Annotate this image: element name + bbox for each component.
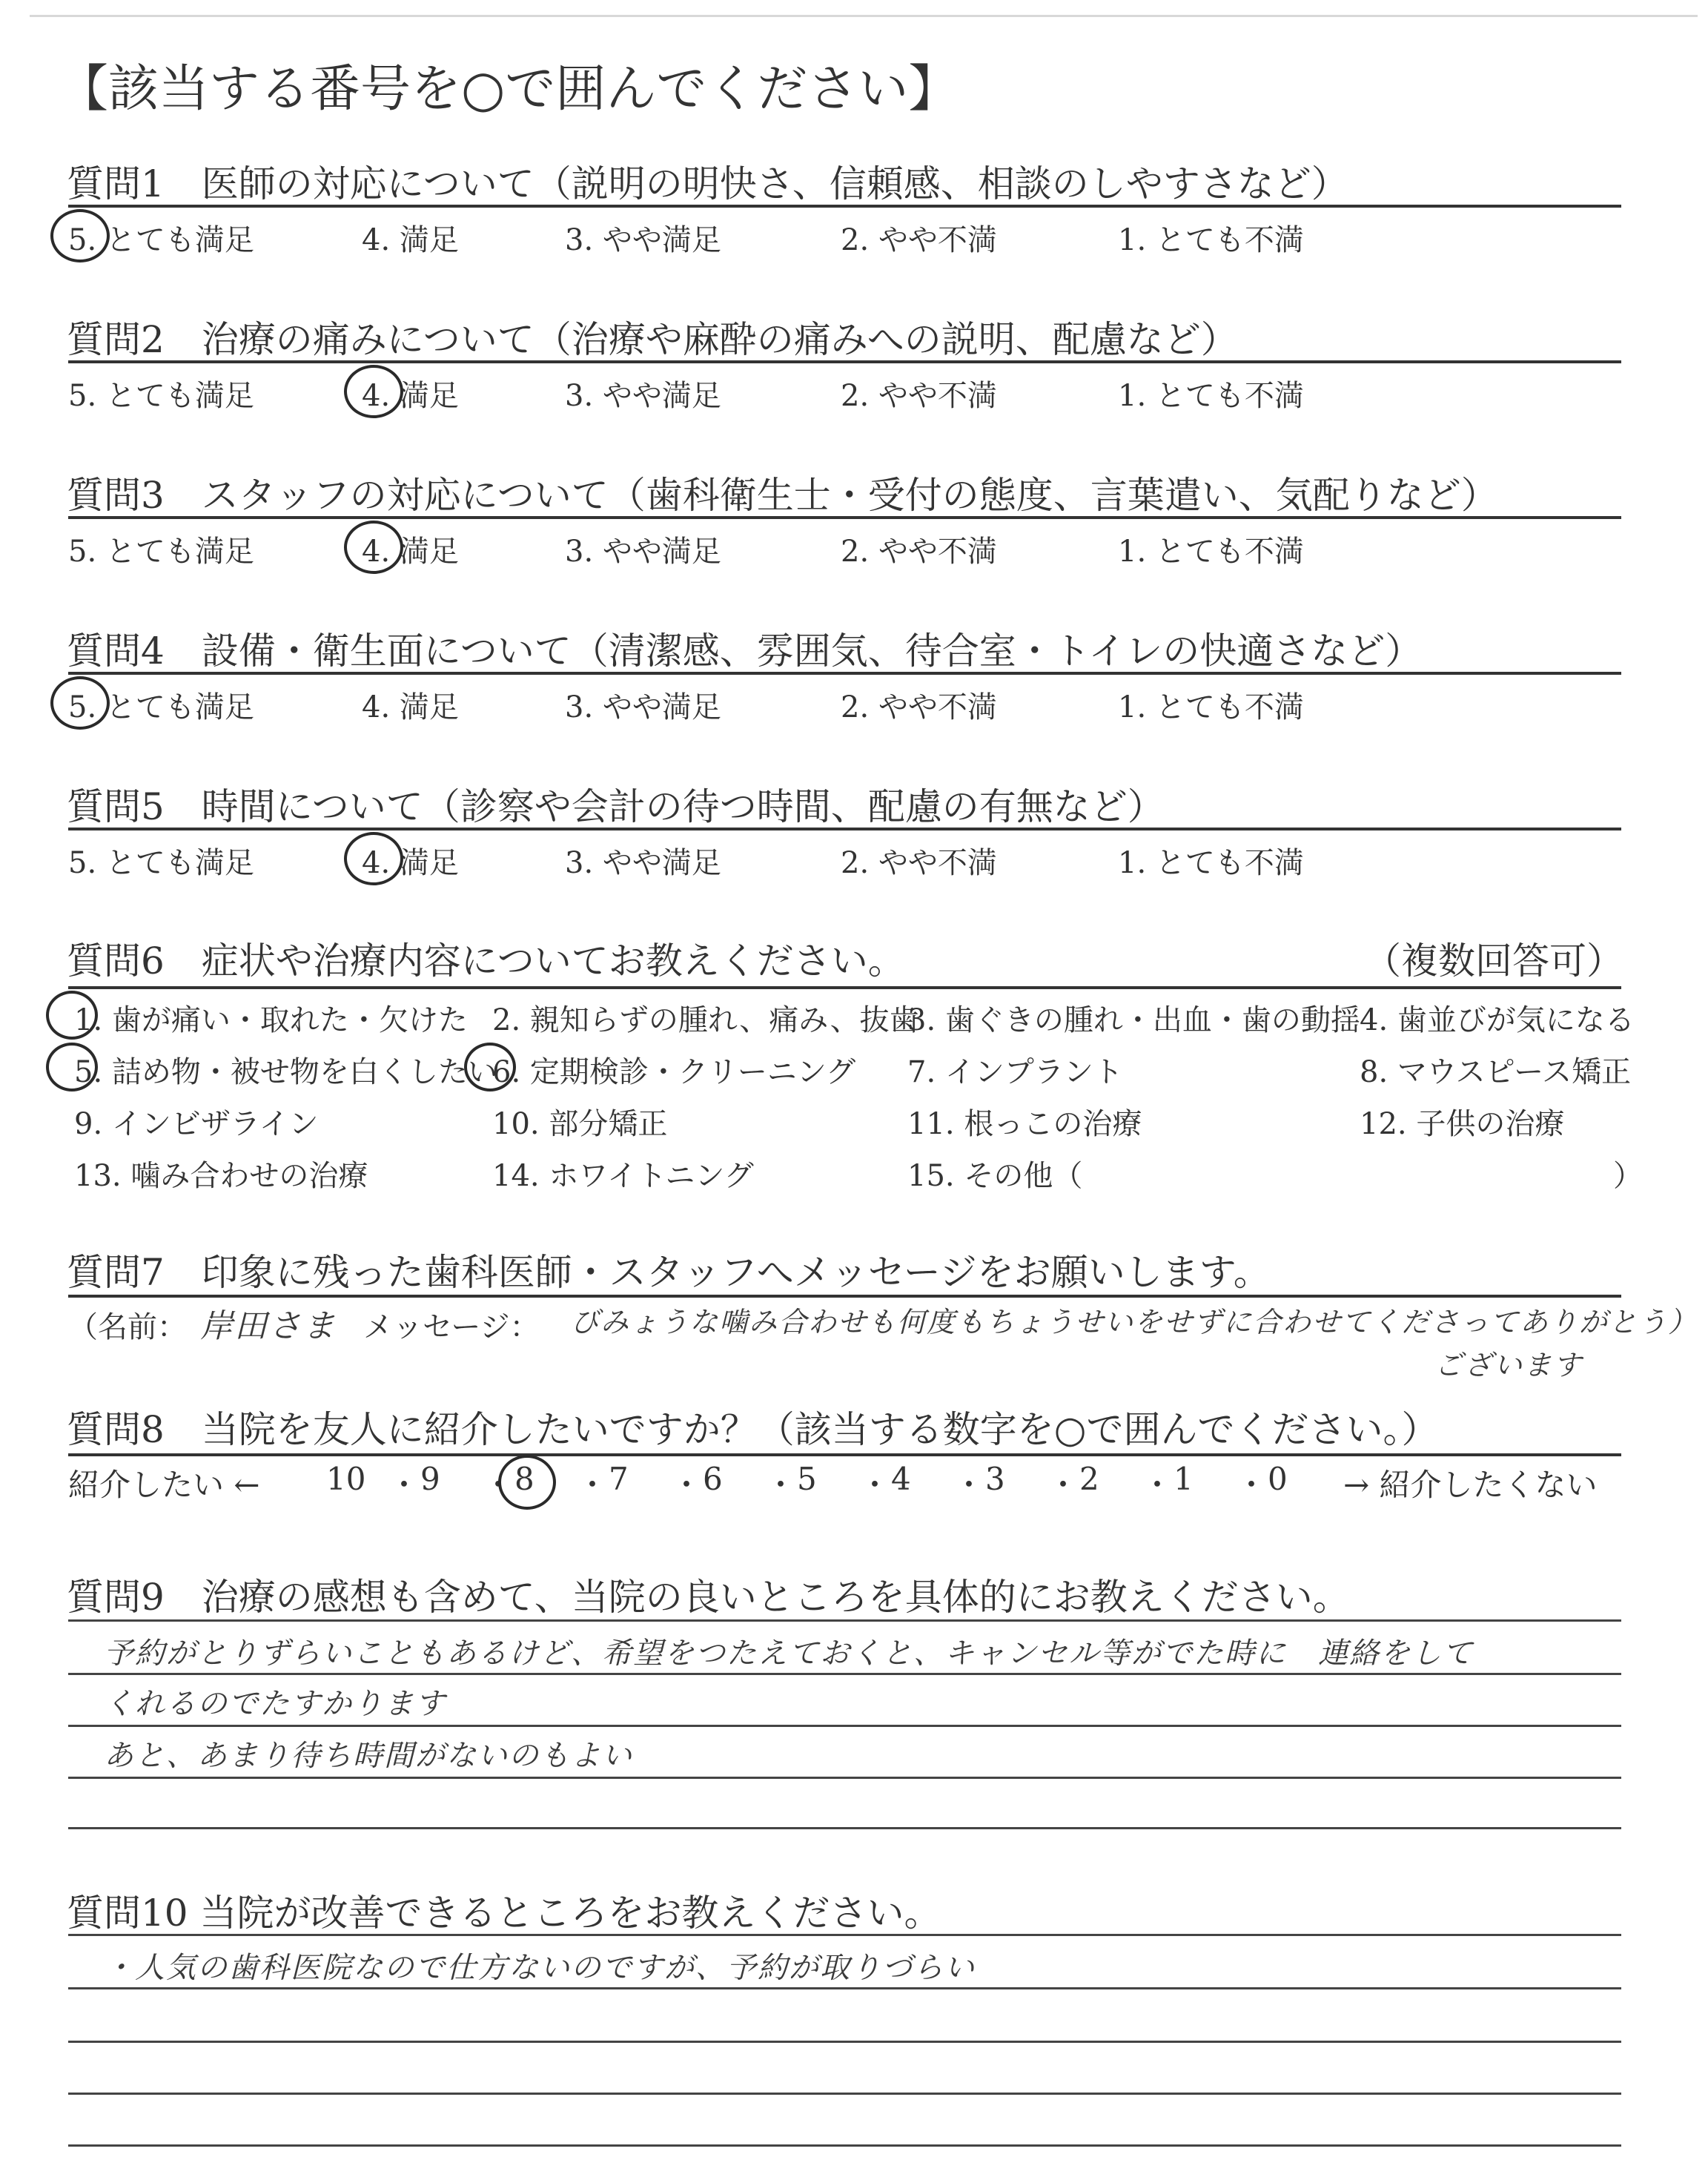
q4-option-4: 4. 満足 — [362, 690, 459, 724]
q8-scale-8: 8 — [514, 1461, 534, 1497]
q6-item-6: 6. 定期検診・クリーニング — [492, 1055, 856, 1089]
q10-answer-rule — [68, 2144, 1621, 2147]
q8-title: 質問8 当院を友人に紹介したいですか？（該当する数字を○で囲んでください。） — [67, 1408, 1439, 1451]
q9-answer-rule — [68, 1673, 1621, 1675]
q3-option-5: 5. とても満足 — [68, 535, 254, 569]
q4-option-2: 2. やや不満 — [841, 690, 997, 724]
q6-item-14: 14. ホワイトニング — [492, 1159, 754, 1193]
q6-item-9: 9. インビザライン — [74, 1107, 319, 1141]
q8-scale-dot: ・ — [859, 1467, 891, 1503]
q7-message-label: メッセージ： — [363, 1310, 540, 1344]
q8-selected-circle — [498, 1455, 556, 1510]
q10-answer-rule — [68, 2041, 1621, 2043]
q1-option-3: 3. やや満足 — [565, 223, 721, 257]
q3-option-3: 3. やや満足 — [565, 535, 721, 569]
q8-right-label: → 紹介したくない — [1343, 1467, 1598, 1503]
q6-selected-circle-5 — [46, 1043, 98, 1091]
q2-option-1: 1. とても不満 — [1118, 379, 1304, 413]
q6-item-10: 10. 部分矯正 — [492, 1107, 668, 1141]
q8-scale-2: 2 — [1079, 1461, 1099, 1497]
q8-scale-dot: ・ — [1047, 1467, 1079, 1503]
q10-answer-rule — [68, 1987, 1621, 1989]
q6-item-1: 1. 歯が痛い・取れた・欠けた — [74, 1003, 468, 1037]
q8-scale-5: 5 — [797, 1461, 817, 1497]
q8-scale-1: 1 — [1174, 1461, 1194, 1497]
top-border — [30, 15, 1698, 17]
q6-title: 質問6 症状や治療内容についてお教えください。 — [67, 939, 905, 982]
q8-scale-dot: ・ — [577, 1467, 609, 1503]
q2-option-3: 3. やや満足 — [565, 379, 721, 413]
q8-scale-10: 10 — [326, 1461, 366, 1497]
q2-option-4: 4. 満足 — [362, 379, 459, 413]
q3-selected-circle — [344, 521, 403, 574]
q5-option-1: 1. とても不満 — [1118, 846, 1304, 880]
q6-item-2: 2. 親知らずの腫れ、痛み、抜歯 — [492, 1003, 919, 1037]
q6-item-15: 15. その他（ — [907, 1159, 1083, 1193]
q8-scale-9: 9 — [420, 1461, 440, 1497]
q2-option-5: 5. とても満足 — [68, 379, 254, 413]
q4-option-3: 3. やや満足 — [565, 690, 721, 724]
q6-item-5: 5. 詰め物・被せ物を白くしたい — [74, 1055, 497, 1089]
q3-option-1: 1. とても不満 — [1118, 535, 1304, 569]
q8-scale-dot: ・ — [1142, 1467, 1174, 1503]
q8-scale-6: 6 — [703, 1461, 723, 1497]
q7-message-line1: びみょうな噛み合わせも何度もちょうせいをせずに合わせてくださってありがとう） — [571, 1306, 1698, 1338]
q6-selected-circle-6 — [464, 1043, 516, 1091]
q10-answer-rule — [68, 2093, 1621, 2095]
q1-option-1: 1. とても不満 — [1118, 223, 1304, 257]
q6-item-12: 12. 子供の治療 — [1360, 1107, 1565, 1141]
q2-option-2: 2. やや不満 — [841, 379, 997, 413]
q5-selected-circle — [344, 832, 403, 885]
q8-scale-7: 7 — [609, 1461, 629, 1497]
q9-answer-rule — [68, 1777, 1621, 1779]
q5-title: 質問5 時間について（診察や会計の待つ時間、配慮の有無など） — [67, 785, 1165, 828]
q8-rule — [68, 1453, 1621, 1456]
q4-selected-circle — [50, 676, 110, 730]
q5-rule — [68, 828, 1621, 830]
q4-option-5: 5. とても満足 — [68, 690, 254, 724]
q5-option-5: 5. とても満足 — [68, 846, 254, 880]
q7-name-value: 岸田さま — [200, 1307, 337, 1345]
q3-option-4: 4. 満足 — [362, 535, 459, 569]
q8-scale-dot: ・ — [388, 1467, 420, 1503]
form-header: 【該当する番号を○で囲んでください】 — [58, 60, 959, 119]
q7-rule — [68, 1295, 1621, 1298]
q9-answer-line-2: くれるのでたすかります — [104, 1687, 446, 1721]
q9-answer-line-1: 予約がとりずらいこともあるけど、希望をつたえておくと、キャンセル等がでた時に 連絡をして — [104, 1636, 1474, 1671]
q8-scale-dot: ・ — [953, 1467, 985, 1503]
q9-title: 質問9 治療の感想も含めて、当院の良いところを具体的にお教えください。 — [67, 1576, 1350, 1619]
q7-name-label: （名前： — [68, 1310, 187, 1344]
q1-option-5: 5. とても満足 — [68, 223, 254, 257]
q1-selected-circle — [50, 209, 110, 262]
q2-selected-circle — [344, 365, 403, 418]
q6-item-3: 3. 歯ぐきの腫れ・出血・歯の動揺 — [907, 1003, 1360, 1037]
q1-rule — [68, 205, 1621, 208]
q9-answer-rule — [68, 1725, 1621, 1727]
q4-option-1: 1. とても不満 — [1118, 690, 1304, 724]
q6-item-8: 8. マウスピース矯正 — [1360, 1055, 1632, 1089]
q8-scale-dot: ・ — [1236, 1467, 1268, 1503]
q10-title: 質問10 当院が改善できるところをお教えください。 — [67, 1892, 941, 1935]
q6-item-11: 11. 根っこの治療 — [907, 1107, 1142, 1141]
q6-rule — [68, 986, 1621, 989]
q1-option-2: 2. やや不満 — [841, 223, 997, 257]
q6-item-16: ） — [1613, 1159, 1643, 1193]
q9-answer-rule — [68, 1619, 1621, 1622]
q7-title: 質問7 印象に残った歯科医師・スタッフへメッセージをお願いします。 — [67, 1251, 1271, 1294]
q8-scale-4: 4 — [891, 1461, 911, 1497]
q6-item-4: 4. 歯並びが気になる — [1360, 1003, 1635, 1037]
q5-option-2: 2. やや不満 — [841, 846, 997, 880]
q4-title: 質問4 設備・衛生面について（清潔感、雰囲気、待合室・トイレの快適さなど） — [67, 630, 1423, 673]
q8-scale-dot: ・ — [671, 1467, 703, 1503]
q8-scale-3: 3 — [985, 1461, 1005, 1497]
q8-scale-dot: ・ — [765, 1467, 797, 1503]
q8-left-label: 紹介したい ← — [68, 1467, 260, 1503]
q10-answer-line-1: ・人気の歯科医院なので仕方ないのですが、予約が取りづらい — [104, 1951, 976, 1985]
q1-title: 質問1 医師の対応について（説明の明快さ、信頼感、相談のしやすさなど） — [67, 162, 1348, 205]
q9-answer-line-3: あと、あまり待ち時間がないのもよい — [104, 1739, 633, 1773]
q6-item-13: 13. 噛み合わせの治療 — [74, 1159, 368, 1193]
q7-message-line2: ございます — [1434, 1349, 1583, 1381]
q3-option-2: 2. やや不満 — [841, 535, 997, 569]
q6-note: （複数回答可） — [1364, 939, 1623, 982]
q3-title: 質問3 スタッフの対応について（歯科衛生士・受付の態度、言葉遣い、気配りなど） — [67, 474, 1498, 517]
q3-rule — [68, 516, 1621, 519]
q8-scale-0: 0 — [1268, 1461, 1288, 1497]
q9-answer-rule — [68, 1827, 1621, 1829]
q2-rule — [68, 360, 1621, 363]
q2-title: 質問2 治療の痛みについて（治療や麻酔の痛みへの説明、配慮など） — [67, 318, 1238, 361]
q10-answer-rule — [68, 1934, 1621, 1936]
q6-selected-circle-1 — [46, 991, 98, 1040]
q1-option-4: 4. 満足 — [362, 223, 459, 257]
q5-option-4: 4. 満足 — [362, 846, 459, 880]
q8-scale-dot: ・ — [483, 1467, 514, 1503]
q6-item-7: 7. インプラント — [907, 1055, 1123, 1089]
q5-option-3: 3. やや満足 — [565, 846, 721, 880]
q4-rule — [68, 672, 1621, 675]
